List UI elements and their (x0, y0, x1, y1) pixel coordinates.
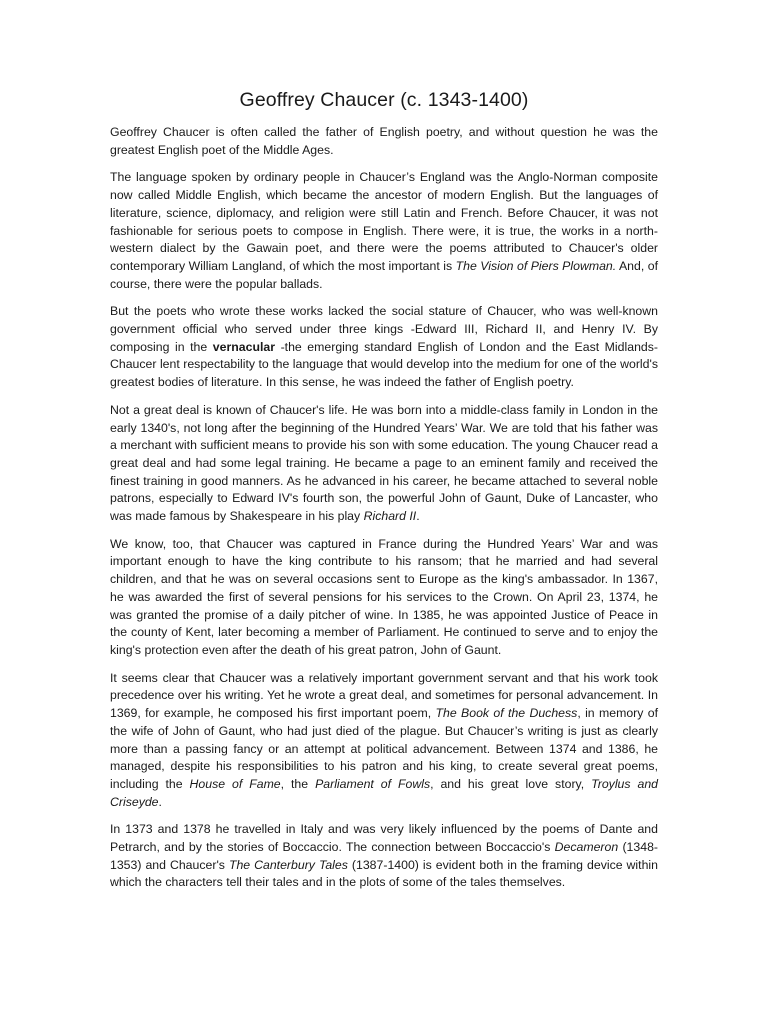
text-run: In 1373 and 1378 he travelled in Italy and was very likely influenced by the poems of Dante and Petrarch, and by the stories of Boccaccio. The connection between Boccaccio's (110, 822, 658, 855)
text-run: Not a great deal is known of Chaucer's life. He was born into a middle-class family in London in the early 1340's, not long after the beginning of the Hundred Years’ War. We are told that his father was a merchant with sufficient means to provide his son with some education. The young Chaucer read a great deal and had some legal training. He became a page to an eminent family and received the finest training in good manners. As he advanced in his career, he became attached to several noble patrons, especially to Edward IV's fourth son, the powerful John of Gaunt, Duke of Lancaster, who was made famous by Shakespeare in his play (110, 402, 658, 524)
text-run: (1387-1400) is evident both in the framing device within which the characters tell their tales and in the plots of some of the tales themselves. (110, 857, 658, 890)
text-run: But the poets who wrote these works lacked the social stature of Chaucer, who was well-known government official who served under three kings -Edward III, Richard II, and Henry IV. By composing in the (110, 304, 658, 354)
italic-text: The Book of the Duchess (435, 706, 578, 721)
text-run: The language spoken by ordinary people in Chaucer’s England was the Anglo-Norman composite now called Middle English, which became the ancestor of modern English. But the languages of literature, science, diplomacy, and religion were still Latin and French. Before Chaucer, it was not fashionable for serious poets to compose in English. There were, it is true, the works in a north-western dialect by the Gawain poet, and there were the poems attributed to Chaucer's older contemporary William Langland, of which the most important is (110, 170, 658, 273)
italic-text: The Vision of Piers Plowman. (455, 258, 617, 273)
text-run: . (416, 509, 420, 524)
text-run: -the emerging standard English of London and the East Midlands- Chaucer lent respectability to the language that would develop into the medium for one of the world's greatest bodies of literature. In this sense, he was indeed the father of English poetry. (110, 339, 658, 390)
text-run: We know, too, that Chaucer was captured in France during the Hundred Years’ War and was important enough to have the king contribute to his ransom; that he married and had several children, and that he was on several occasions sent to Europe as the king's ambassador. In 1367, he was awarded the first of several pensions for his services to the Crown. On April 23, 1374, he was granted the promise of a daily pitcher of wine. In 1385, he was appointed Justice of Peace in the county of Kent, later becoming a member of Parliament. He continued to serve and to enjoy the king's protection even after the death of his great patron, John of Gaunt. (110, 536, 658, 657)
text-run: And, of course, there were the popular ballads. (110, 258, 658, 291)
paragraph (110, 402, 658, 526)
paragraph (110, 124, 658, 159)
italic-text: The Canterbury Tales (228, 857, 348, 872)
text-run: , and his great love story, (430, 776, 592, 791)
page-title: Geoffrey Chaucer (c. 1343-1400) (239, 89, 529, 111)
italic-text: Parliament of Fowls (315, 776, 431, 791)
text-run: It seems clear that Chaucer was a relatively important government servant and that his work took precedence over his writing. Yet he wrote a great deal, and sometimes for personal advancement. In 1369, for example, he composed his first important poem, (110, 670, 658, 721)
paragraph (110, 670, 658, 812)
document-body (110, 124, 658, 892)
paragraph (110, 536, 658, 660)
paragraph (110, 303, 658, 392)
italic-text: House of Fame (189, 776, 281, 791)
bold-text: vernacular (212, 339, 276, 354)
paragraph (110, 821, 658, 892)
italic-text: Troylus and Criseyde (110, 776, 658, 809)
text-run: . (158, 794, 162, 809)
italic-text: Decameron (554, 840, 619, 855)
italic-text: Richard II (363, 509, 417, 524)
paragraph (110, 169, 658, 293)
text-run: (1348-1353) and Chaucer's (110, 840, 658, 872)
text-run: Geoffrey Chaucer is often called the father of English poetry, and without question he was the greatest English poet of the Middle Ages. (110, 125, 658, 157)
text-run: , the (280, 776, 316, 791)
text-run: , in memory of the wife of John of Gaunt, who had just died of the plague. But Chaucer’s writing is just as clearly more than a passing fancy or an attempt at political advancement. Between 1374 and 1386, he managed, despite his responsibilities to his patron and his king, to create several great poems, including the (110, 706, 658, 791)
